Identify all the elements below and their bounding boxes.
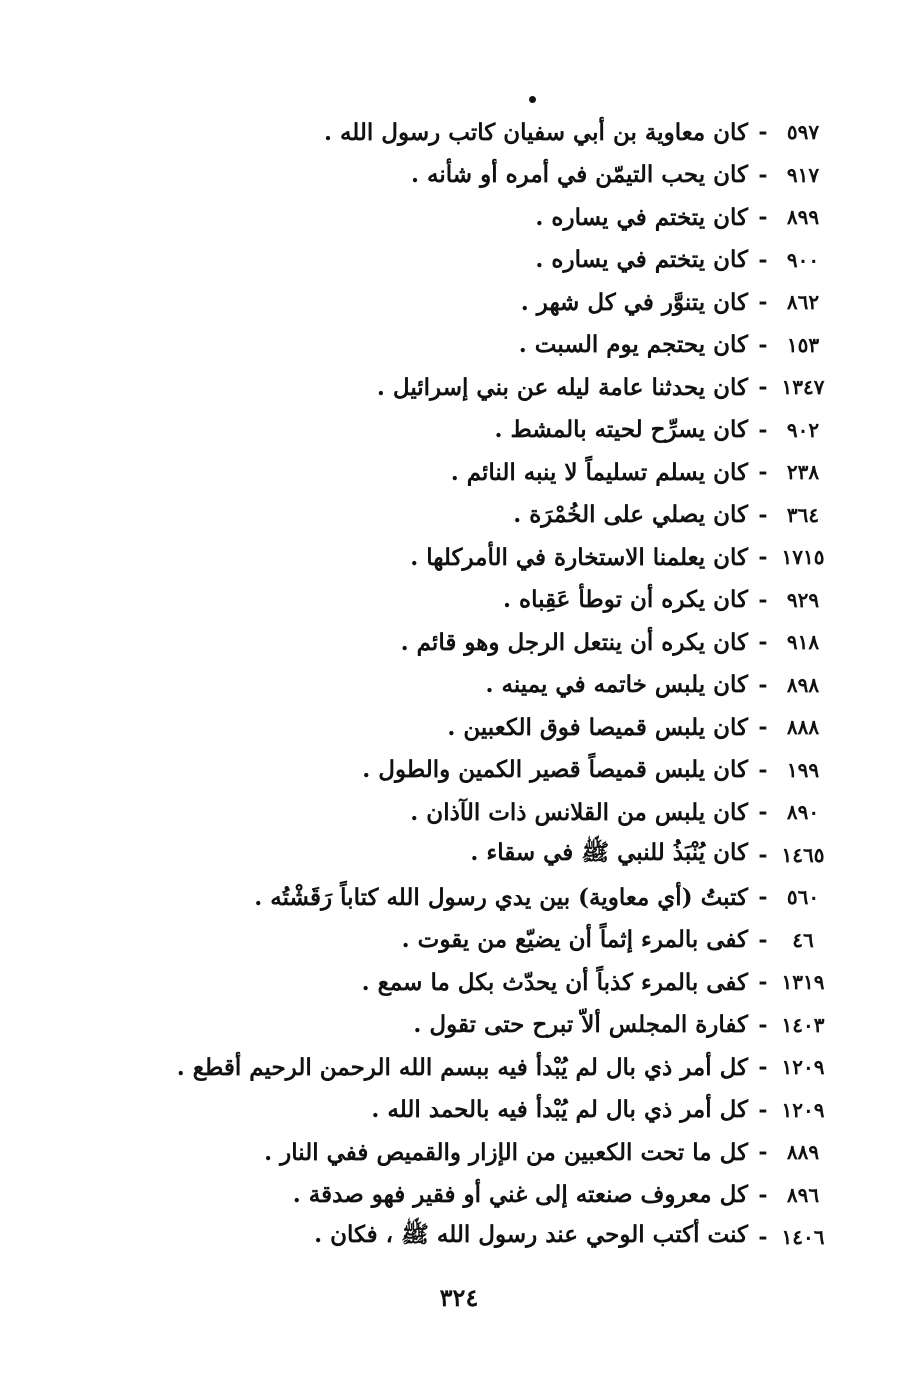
entry-text: كان يلبس من القلانس ذات الآذان .: [410, 798, 748, 826]
entry-text: كنت أكتب الوحي عند رسول الله ﷺ ، فكان .: [314, 1221, 748, 1249]
entry-dash: -: [758, 926, 768, 953]
index-entry: [140, 834, 828, 877]
index-entry: [140, 451, 828, 494]
index-entry: [140, 664, 828, 707]
index-entries: [140, 111, 828, 1259]
entry-text: كان يعلمنا الاستخارة في الأمركلها .: [410, 543, 748, 571]
entry-dash: -: [758, 884, 768, 911]
entry-dash: -: [758, 671, 768, 698]
entry-number: ٥٩٧: [786, 120, 820, 145]
index-entry: [140, 324, 828, 367]
entry-text: كتبتُ (أي معاوية) بين يدي رسول الله كتاباً رَقَشْتُه .: [254, 883, 748, 911]
index-entry: [140, 111, 828, 154]
index-entry: [140, 1131, 828, 1174]
entry-dash: -: [758, 289, 768, 316]
entry-dash: -: [758, 119, 768, 146]
entry-text: كان يتختم في يساره .: [535, 246, 748, 274]
entry-number: ٩٠٢: [786, 417, 820, 442]
entry-dash: -: [758, 246, 768, 273]
index-entry: [140, 706, 828, 749]
entry-number: ٥٦٠: [786, 885, 820, 910]
entry-number: ١٤٦٥: [781, 842, 825, 867]
entry-number: ١٤٠٦: [781, 1225, 825, 1250]
entry-dash: -: [758, 1011, 768, 1038]
entry-number: ١٧١٥: [781, 545, 825, 570]
entry-number: ٨٩٠: [786, 800, 820, 825]
entry-number: ١٣١٩: [781, 970, 825, 995]
entry-dash: -: [758, 1139, 768, 1166]
entry-text: كل أمر ذي بال لم يُبْدأ فيه بالحمد الله .: [371, 1096, 748, 1124]
entry-number: ١٩٩: [786, 757, 820, 782]
entry-text: كان يحتجم يوم السبت .: [518, 331, 748, 359]
entry-dash: -: [758, 331, 768, 358]
entry-number: ٢٣٨: [786, 460, 820, 485]
entry-dash: -: [758, 756, 768, 783]
page-number: ٣٢٤: [439, 1283, 479, 1312]
index-entry: [140, 366, 828, 409]
entry-dash: -: [758, 629, 768, 656]
entry-dash: -: [758, 544, 768, 571]
entry-number: ١٤٠٣: [781, 1012, 825, 1037]
index-entry: [140, 791, 828, 834]
entry-dash: -: [758, 841, 768, 868]
index-entry: [140, 579, 828, 622]
entry-text: كان معاوية بن أبي سفيان كاتب رسول الله .: [323, 118, 748, 146]
entry-text: كان يتنوَّر في كل شهر .: [520, 288, 748, 316]
entry-text: كان يسلم تسليماً لا ينبه النائم .: [450, 458, 748, 486]
entry-text: كان يصلي على الخُمْرَة .: [513, 501, 748, 529]
page-dot: [529, 96, 536, 103]
index-entry: [140, 536, 828, 579]
entry-number: ٨٩٨: [786, 672, 820, 697]
index-entry: [140, 281, 828, 324]
entry-dash: -: [758, 416, 768, 443]
index-entry: [140, 1089, 828, 1132]
entry-number: ٩١٧: [786, 162, 820, 187]
entry-dash: -: [758, 459, 768, 486]
entry-number: ٨٩٦: [786, 1182, 820, 1207]
entry-text: كان يحدثنا عامة ليله عن بني إسرائيل .: [376, 373, 748, 401]
entry-number: ١٢٠٩: [781, 1055, 825, 1080]
entry-number: ٩١٨: [786, 630, 820, 655]
entry-dash: -: [758, 1181, 768, 1208]
entry-dash: -: [758, 161, 768, 188]
index-entry: [140, 961, 828, 1004]
entry-dash: -: [758, 799, 768, 826]
entry-number: ٨٨٩: [786, 1140, 820, 1165]
entry-text: كان يلبس قميصا فوق الكعبين .: [447, 713, 748, 741]
entry-dash: -: [758, 1054, 768, 1081]
entry-number: ٩٠٠: [786, 247, 820, 272]
entry-number: ٨٩٩: [786, 205, 820, 230]
index-entry: [140, 1004, 828, 1047]
index-entry: [140, 621, 828, 664]
entry-dash: -: [758, 501, 768, 528]
entry-number: ١٢٠٩: [781, 1097, 825, 1122]
entry-text: كفى بالمرء إثماً أن يضيّع من يقوت .: [401, 926, 748, 954]
entry-number: ٨٦٢: [786, 290, 820, 315]
entry-dash: -: [758, 374, 768, 401]
entry-dash: -: [758, 1096, 768, 1123]
entry-text: كفى بالمرء كذباً أن يحدّث بكل ما سمع .: [361, 968, 748, 996]
entry-text: كان يكره أن ينتعل الرجل وهو قائم .: [400, 628, 748, 656]
index-entry: [140, 749, 828, 792]
index-entry: [140, 154, 828, 197]
entry-number: ٤٦: [792, 927, 814, 952]
entry-number: ٩٢٩: [786, 587, 820, 612]
entry-text: كان يلبس خاتمه في يمينه .: [485, 671, 748, 699]
index-entry: [140, 239, 828, 282]
entry-dash: -: [758, 1224, 768, 1251]
index-entry: [140, 1046, 828, 1089]
entry-text: كان يكره أن توطأ عَقِباه .: [503, 586, 748, 614]
entry-dash: -: [758, 586, 768, 613]
entry-text: كان يلبس قميصاً قصير الكمين والطول .: [362, 756, 748, 784]
entry-dash: -: [758, 204, 768, 231]
entry-text: كل أمر ذي بال لم يُبْدأ فيه ببسم الله الرحمن الرحيم أقطع .: [176, 1053, 748, 1081]
entry-text: كل ما تحت الكعبين من الإزار والقميص ففي النار .: [264, 1138, 748, 1166]
entry-dash: -: [758, 714, 768, 741]
entry-text: كان يُنْبَذُ للنبي ﷺ في سقاء .: [470, 838, 748, 866]
entry-number: ٨٨٨: [786, 715, 820, 740]
index-entry: [140, 494, 828, 537]
index-entry: [140, 409, 828, 452]
entry-text: كل معروف صنعته إلى غني أو فقير فهو صدقة .: [292, 1181, 748, 1209]
entry-number: ٣٦٤: [786, 502, 820, 527]
entry-text: كان يسرِّح لحيته بالمشط .: [494, 416, 748, 444]
entry-text: كان يتختم في يساره .: [535, 203, 748, 231]
index-entry: [140, 196, 828, 239]
index-entry: [140, 876, 828, 919]
entry-text: كفارة المجلس ألاّ تبرح حتى تقول .: [413, 1011, 748, 1039]
entry-dash: -: [758, 969, 768, 996]
index-entry: [140, 1174, 828, 1217]
index-entry: [140, 919, 828, 962]
index-entry: [140, 1216, 828, 1259]
entry-number: ١٥٣: [786, 332, 820, 357]
entry-text: كان يحب التيمّن في أمره أو شأنه .: [411, 161, 748, 189]
entry-number: ١٣٤٧: [781, 375, 825, 400]
